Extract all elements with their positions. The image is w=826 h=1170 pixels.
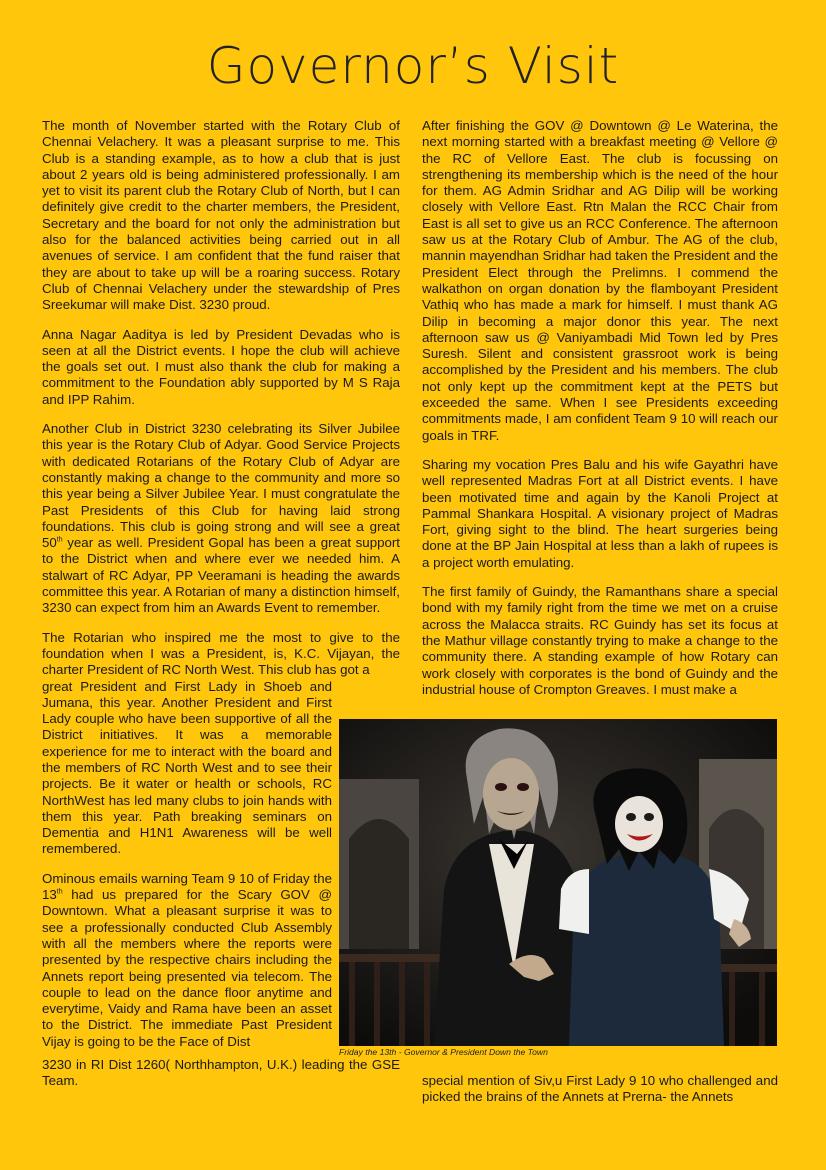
paragraph: great President and First Lady in Shoeb and Jumana, this year. Another President and First Lady couple who have been supportive of all the District initiatives. It was a memorable experience for me to interact with the board and the members of RC North West and to see their projects. Be it water or health or schools, RC NorthWest has led many clubs to join hands with them this year. Path breaking seminars on Dementia and H1N1 Awareness will be well remembered.: [42, 678, 332, 857]
paragraph: Anna Nagar Aaditya is led by President Devadas who is seen at all the District events. I hope the club will achieve the goals set out. I must also thank the club for making a commitment to the Foundation ably supported by M S Raja and IPP Rahim.: [42, 326, 400, 407]
paragraph-text: had us prepared for the Scary GOV @ Downtown. What a pleasant surprise it was to see a professionally conducted Club Assembly with all the members where the reports were presented by the respective chairs including the Annets report being presented via telecom. The couple to lead on the dance floor anytime and everytime, Vaidy and Rama have been an asset to the District. The immediate Past President Vijay is going to be the Face of Dist: [42, 887, 332, 1049]
superscript: th: [56, 888, 63, 896]
paragraph: The Rotarian who inspired me the most to give to the foundation when I was a President, is, K.C. Vijayan, the charter President of RC North West. This club has got a: [42, 629, 400, 678]
paragraph: [42, 871, 332, 1050]
paragraph: The month of November started with the Rotary Club of Chennai Velachery. It was a pleasant surprise to me. This Club is a standing example, as to how a club that is just about 2 years old is being administered professionally. I am yet to visit its parent club the Rotary Club of North, but I can definitely give credit to the charter members, the President, Secretary and the board for not only the administration but also for the balanced activities being carried out in all avenues of service. I am confident that the fund raiser that they are about to take up will be a roaring success. Rotary Club of Chennai Velachery under the stewardship of Pres Sreekumar will make Dist. 3230 proud.: [42, 118, 400, 313]
narrow-text-block: [42, 679, 332, 1051]
right-column-tail: special mention of Siv,u First Lady 9 10 who challenged and picked the brains of the Annets at Prerna- the Annets: [422, 1073, 778, 1105]
photo-caption: Friday the 13th - Governor & President Down the Town: [339, 1047, 548, 1057]
paragraph-text: year as well. President Gopal has been a great support to the District when and where ever we needed him. A stalwart of RC Adyar, PP Veeramani is heading the awards committee this year. A Rotarian of many a distinction himself, 3230 can expect from him an Awards Event to remember.: [42, 535, 400, 616]
paragraph-text: Another Club in District 3230 celebrating its Silver Jubilee this year is the Rotary Club of Adyar. Good Service Projects with dedicated Rotarians of the Rotary Club of Adyar are constantly making a change to the community and more so this year being a Silver Jubilee Year. I must congratulate the Past Presidents of this Club for having laid strong foundations. This club is going strong and will see a great 50: [42, 421, 400, 551]
event-photo: [339, 719, 777, 1046]
left-column-tail: 3230 in RI Dist 1260( Northhampton, U.K.) leading the GSE Team.: [42, 1057, 400, 1089]
superscript: th: [56, 536, 63, 544]
photo-illustration: [339, 719, 777, 1046]
paragraph: The first family of Guindy, the Ramanthans share a special bond with my family right from the time we met on a cruise across the Malacca straits. RC Guindy has set its focus at the Mathur village constantly trying to make a change to the community there. A standing example of how Rotary can work closely with corporates is the bond of Guindy and the industrial house of Crompton Greaves. I must make a: [422, 584, 778, 697]
paragraph-text: Ominous emails warning Team 9 10 of Friday the 13: [42, 870, 332, 903]
right-column: [422, 118, 778, 711]
page-title: Governor’s Visit: [206, 37, 620, 95]
paragraph: [42, 421, 400, 617]
paragraph: After finishing the GOV @ Downtown @ Le Waterina, the next morning started with a breakfast meeting @ Vellore @ the RC of Vellore East. The club is focussing on strengthening its membership which is the need of the hour for them. AG Admin Sridhar and AG Dilip will be working closely with Vellore East. Rtn Malan the RCC Chair from East is all set to give us an RCC Conference. The afternoon saw us at the Rotary Club of Ambur. The AG of the club, mannin mayendhan Sridhar had taken the President and the President Elect through the Prelimns. I commend the walkathon on organ donation by the flamboyant President Vathiq who has made a mark for himself. I must thank AG Dilip in becoming a major donor this year. The next afternoon saw us @ Vaniyambadi Mid Town led by Pres Suresh. Silent and consistent grassroot work is being accomplished by the President and his members. The club not only kept up the commitment kept at the PETS but exceeded the same. When I see Presidents exceeding commitments made, I am confident Team 9 10 will reach our goals in TRF.: [422, 118, 778, 443]
paragraph: Sharing my vocation Pres Balu and his wife Gayathri have well represented Madras Fort at all District events. I have been motivated time and again by the Kanoli Project at Pammal Shankara Hospital. A visionary project of Madras Fort, giving sight to the blind. The heart surgeries being done at the BP Jain Hospital at less than a lakh of rupees is a project worth emulating.: [422, 456, 778, 570]
